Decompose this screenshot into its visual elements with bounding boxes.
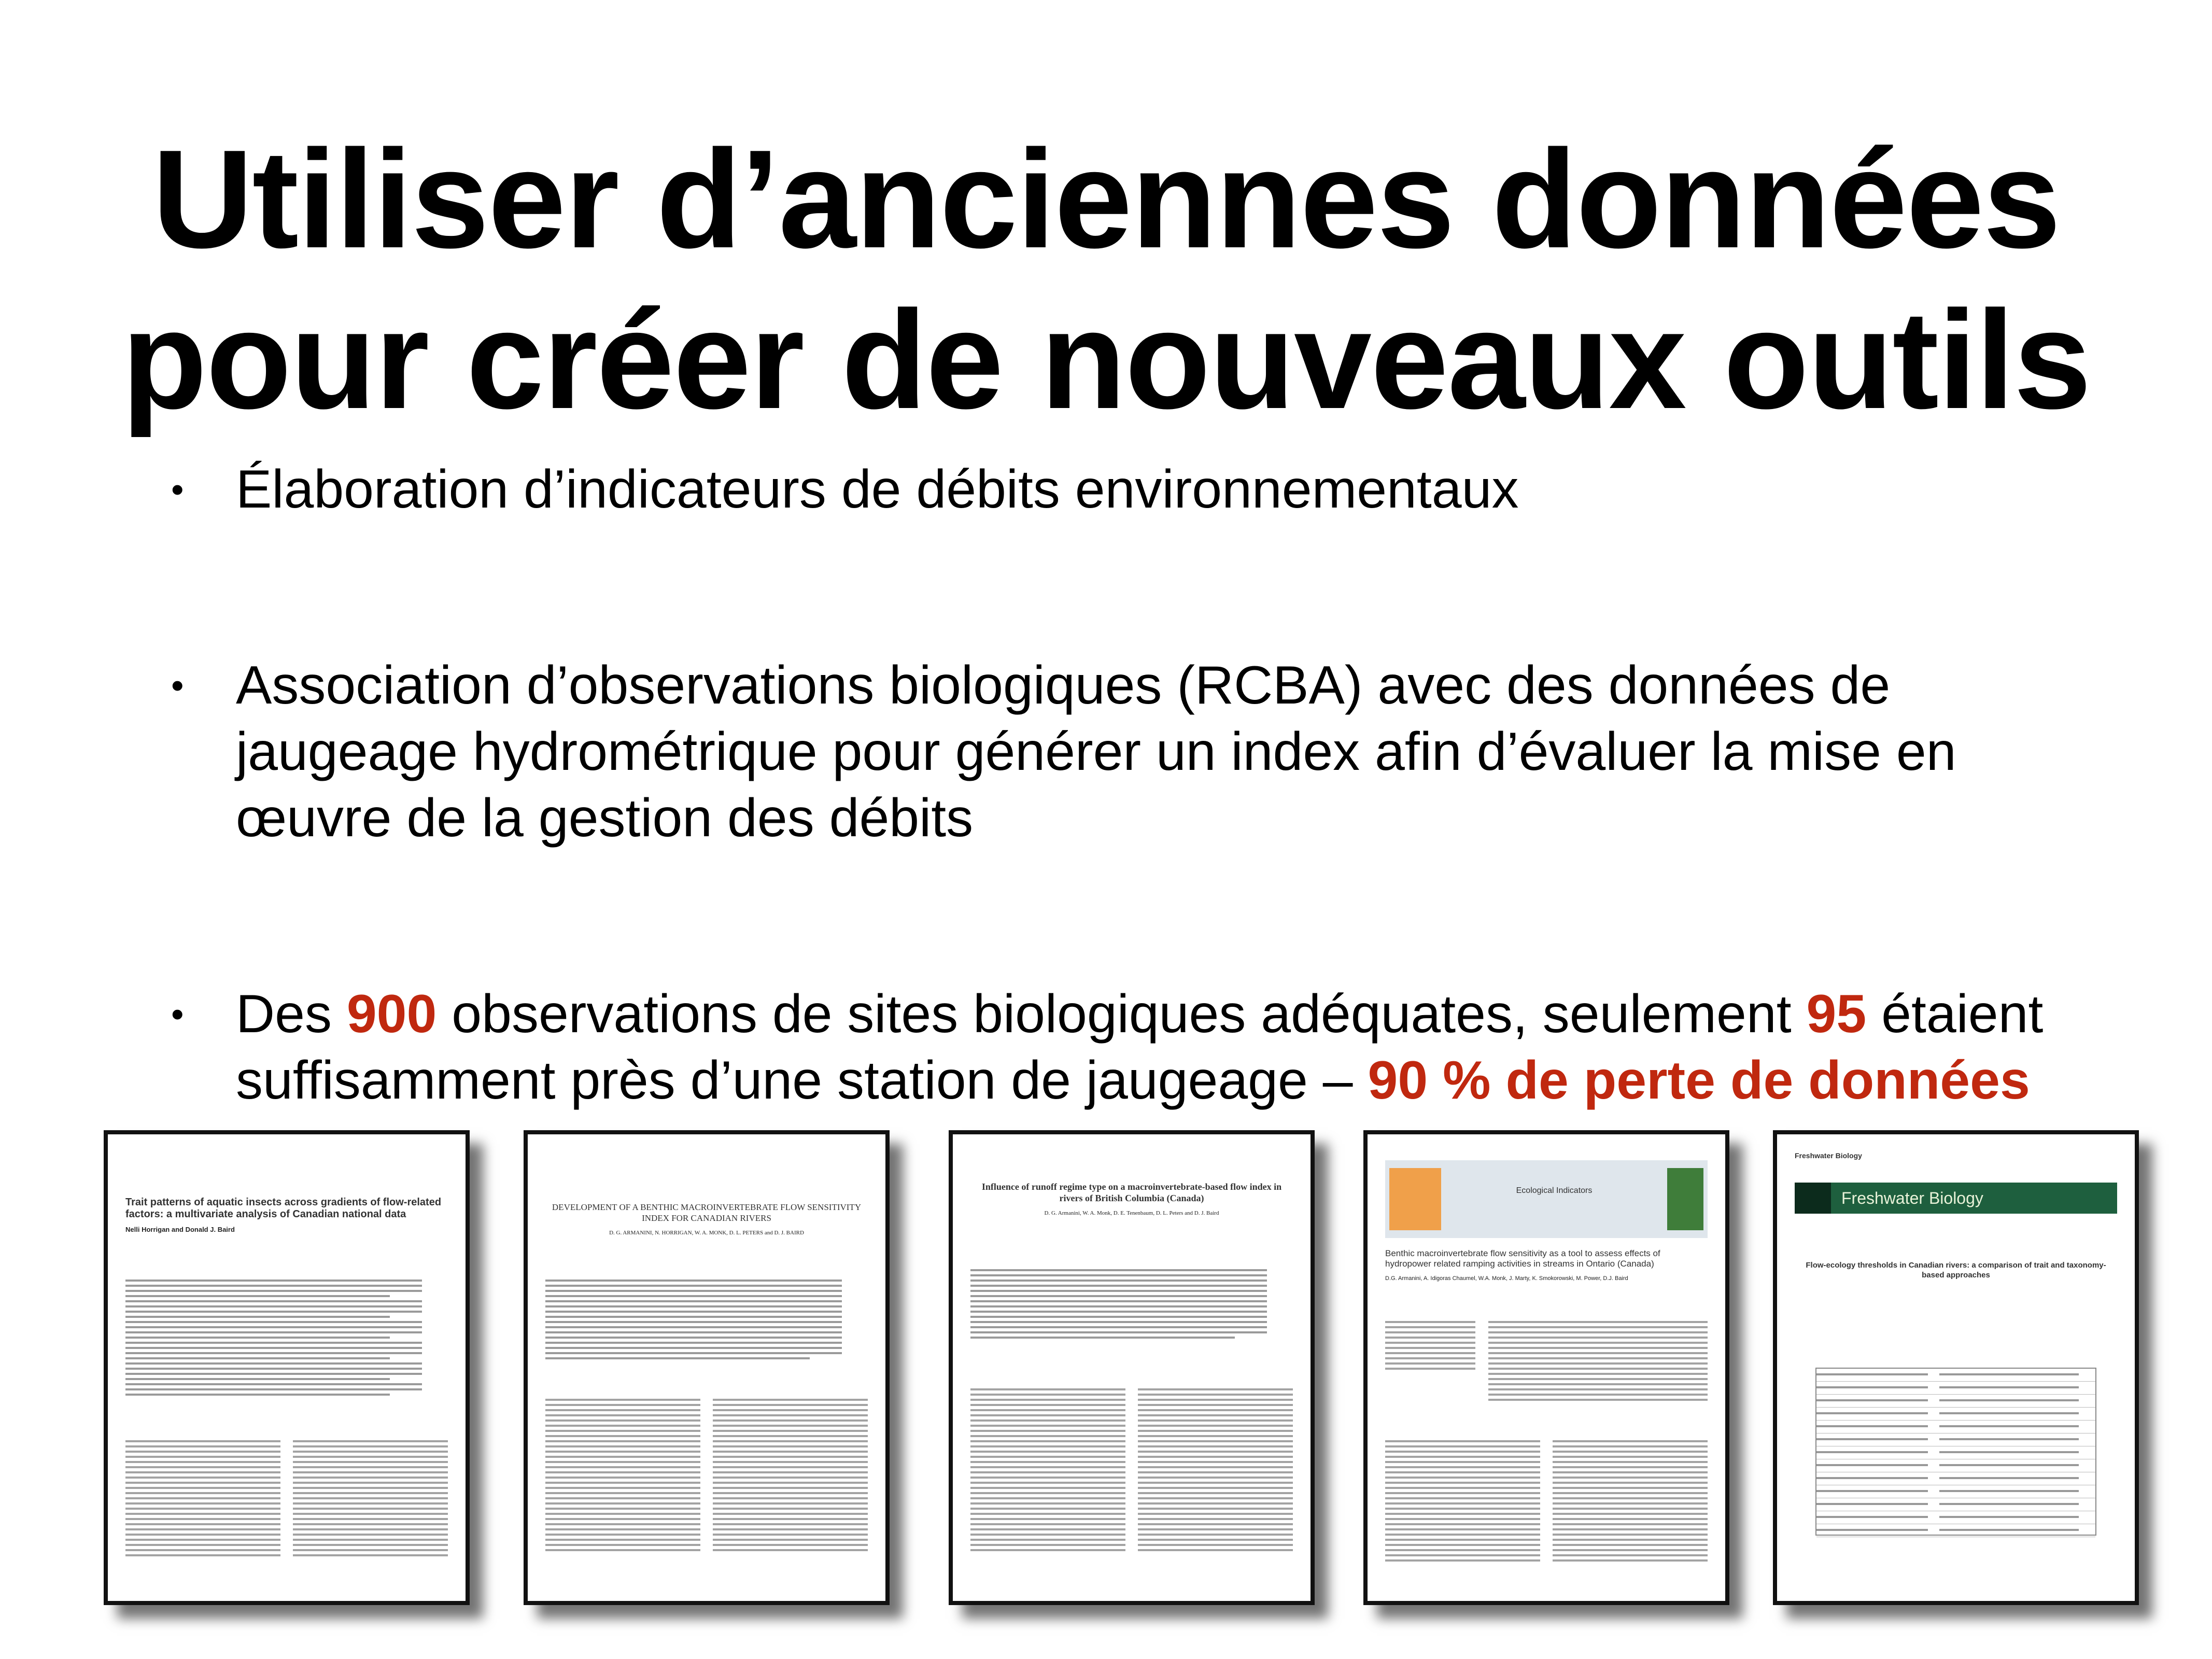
bullet-text-3c: étaient suffisamment près d’une station de jaugeage – <box>236 984 2044 1110</box>
journal-header <box>1385 1160 1708 1238</box>
paper-5-title: Flow-ecology thresholds in Canadian rivers: a comparison of trait and taxonomy-based approaches <box>1806 1261 2106 1280</box>
journal-cover-icon <box>1667 1168 1703 1230</box>
highlight-data-loss: 90 % de perte de données <box>1368 1050 2030 1110</box>
bullet-text-3a: Des <box>236 984 347 1044</box>
bullet-list <box>171 456 2089 1114</box>
paper-thumbnails <box>0 1130 2212 1597</box>
journal-banner: Freshwater Biology <box>1795 1183 2117 1214</box>
slide-title <box>0 119 2212 441</box>
paper-4-title: Benthic macroinvertebrate flow sensitivity as a tool to assess effects of hydropower related ramping activities in streams in Ontario (Canada) <box>1385 1248 1660 1269</box>
bullet-text-2: Association d’observations biologiques (RCBA) avec des données de jaugeage hydrométrique pour générer un index afin d’évaluer la mise en œuvre de la gestion des débits <box>236 655 1956 848</box>
bullet-item-2 <box>171 652 2089 851</box>
paper-2-authors: D. G. ARMANINI, N. HORRIGAN, W. A. MONK, D. L. PETERS and D. J. BAIRD <box>609 1230 804 1236</box>
highlight-number-95: 95 <box>1806 984 1867 1044</box>
bullet-dot-icon: • <box>171 994 184 1034</box>
bullet-dot-icon: • <box>171 469 184 510</box>
paper-3-authors: D. G. Armanini, W. A. Monk, D. E. Tenenbaum, D. L. Peters and D. J. Baird <box>1044 1210 1219 1216</box>
bullet-item-3 <box>171 981 2089 1114</box>
paper-1-authors: Nelli Horrigan and Donald J. Baird <box>125 1226 235 1233</box>
paper-2-title: DEVELOPMENT OF A BENTHIC MACROINVERTEBRATE FLOW SENSITIVITY INDEX FOR CANADIAN RIVERS <box>552 1202 862 1223</box>
paper-5-header: Freshwater Biology <box>1795 1151 1862 1160</box>
paper-3-title: Influence of runoff regime type on a macroinvertebrate-based flow index in rivers of British Columbia (Canada) <box>981 1182 1282 1203</box>
bullet-text-1: Élaboration d’indicateurs de débits environnementaux <box>236 459 1519 519</box>
publisher-logo-icon <box>1389 1168 1441 1230</box>
paper-thumbnail-4 <box>1363 1130 1729 1605</box>
paper-thumbnail-2 <box>524 1130 890 1605</box>
bullet-item-1 <box>171 456 2089 523</box>
bullet-dot-icon: • <box>171 665 184 706</box>
slide-title-line-1: Utiliser d’anciennes données <box>152 121 2060 277</box>
paper-thumbnail-5 <box>1773 1130 2139 1605</box>
journal-name: Ecological Indicators <box>1516 1186 1593 1195</box>
paper-4-authors: D.G. Armanini, A. Idigoras Chaumel, W.A. Monk, J. Marty, K. Smokorowski, M. Power, D.J. Baird <box>1385 1275 1628 1282</box>
paper-thumbnail-3 <box>949 1130 1315 1605</box>
paper-1-title: Trait patterns of aquatic insects across gradients of flow-related factors: a multivariate analysis of Canadian national data <box>125 1197 442 1220</box>
manuscript-details-table <box>1815 1368 2096 1536</box>
paper-thumbnail-1 <box>104 1130 470 1605</box>
highlight-number-900: 900 <box>346 984 437 1044</box>
bullet-text-3b: observations de sites biologiques adéquates, seulement <box>436 984 1807 1044</box>
slide-title-line-2: pour créer de nouveaux outils <box>121 282 2091 438</box>
